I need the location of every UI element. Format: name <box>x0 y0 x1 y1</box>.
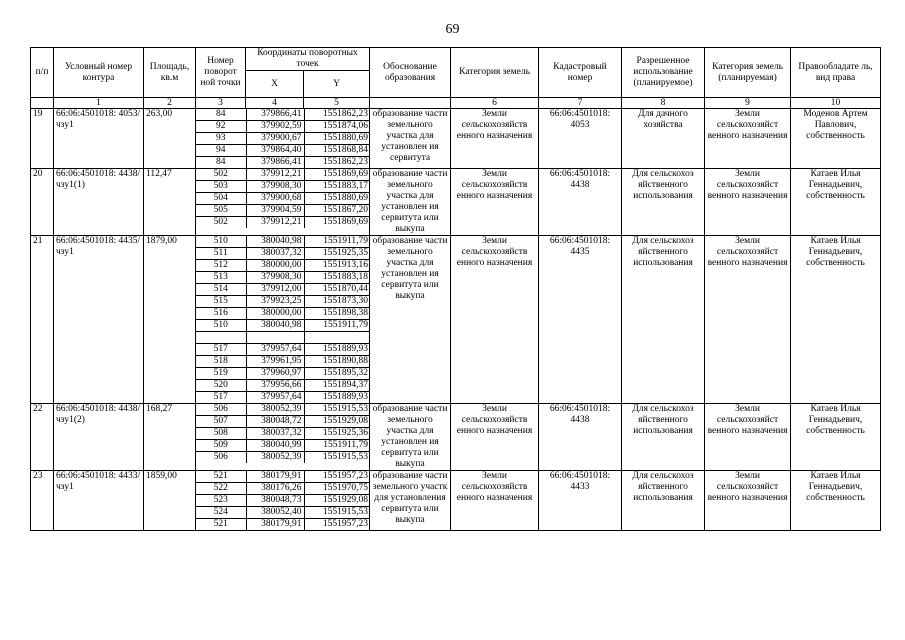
points-table <box>196 109 370 168</box>
point-number: 502 <box>196 217 246 229</box>
header-category-planned: Категория земель (планируемая) <box>705 48 791 98</box>
coord-y: 1551911,79 <box>304 440 370 452</box>
point-row <box>196 121 370 133</box>
header-owner: Правообладате ль, вид права <box>791 48 881 98</box>
page-number: 69 <box>445 22 460 37</box>
row-number: 23 <box>31 471 54 531</box>
point-number: 518 <box>196 356 246 368</box>
land-category: Земли сельскохозяйств енного назначения <box>451 471 539 531</box>
coord-x: 380048,73 <box>246 495 304 507</box>
coord-y <box>304 332 370 344</box>
column-number: 8 <box>622 98 705 109</box>
point-row <box>196 392 370 404</box>
point-number: 523 <box>196 495 246 507</box>
coord-y: 1551913,16 <box>304 260 370 272</box>
header-category: Категория земель <box>451 48 539 98</box>
points-table <box>196 169 370 228</box>
point-number <box>196 332 246 344</box>
point-row <box>196 236 370 248</box>
point-number: 93 <box>196 133 246 145</box>
point-number: 503 <box>196 181 246 193</box>
coord-x: 379900,67 <box>246 133 304 145</box>
permitted-use: Для сельскохоз яйственного использования <box>622 471 705 531</box>
coord-x: 380048,72 <box>246 416 304 428</box>
header-cadastral: Кадастровый номер <box>539 48 622 98</box>
table-row <box>31 471 881 531</box>
coord-x: 379904,59 <box>246 205 304 217</box>
coord-x: 380040,98 <box>246 236 304 248</box>
point-number: 521 <box>196 471 246 483</box>
coord-x: 380052,40 <box>246 507 304 519</box>
column-number: 4 <box>246 98 304 109</box>
point-row <box>196 133 370 145</box>
point-row <box>196 157 370 169</box>
header-x: X <box>246 71 304 98</box>
coord-y: 1551970,75 <box>304 483 370 495</box>
coord-y: 1551880,69 <box>304 133 370 145</box>
basis-text: образование части земельного участка для установлен ия сервитута или выкупа <box>370 404 451 471</box>
coord-x: 379957,64 <box>246 392 304 404</box>
point-number: 84 <box>196 109 246 121</box>
coord-y: 1551957,23 <box>304 471 370 483</box>
points-block <box>196 471 370 531</box>
point-row <box>196 296 370 308</box>
basis-text: образование части земельного участка для установлен ия сервитута <box>370 109 451 169</box>
point-number: 521 <box>196 519 246 531</box>
area-value: 263,00 <box>144 109 196 169</box>
point-row <box>196 495 370 507</box>
point-row <box>196 320 370 332</box>
point-row <box>196 332 370 344</box>
points-block <box>196 169 370 236</box>
cadastral-number: 66:06:4501018: 4053 <box>539 109 622 169</box>
point-number: 506 <box>196 404 246 416</box>
point-row <box>196 452 370 464</box>
coord-x: 380040,99 <box>246 440 304 452</box>
coord-y: 1551889,93 <box>322 392 368 402</box>
coord-x: 380179,91 <box>246 471 304 483</box>
permitted-use: Для сельскохоз яйственного использования <box>622 404 705 471</box>
coord-x: 379866,41 <box>246 157 304 169</box>
column-number: 7 <box>539 98 622 109</box>
point-number: 517 <box>196 344 246 356</box>
column-number: 9 <box>705 98 791 109</box>
point-row <box>196 109 370 121</box>
coord-x: 380052,39 <box>246 452 304 464</box>
point-row <box>196 380 370 392</box>
planned-category: Земли сельскохозяйст венного назначения <box>705 169 791 236</box>
land-parcels-table <box>30 47 881 531</box>
land-category: Земли сельскохозяйств енного назначения <box>451 404 539 471</box>
header-contour: Условный номер контура <box>54 48 144 98</box>
point-number: 522 <box>196 483 246 495</box>
coord-y: 1551895,32 <box>304 368 370 380</box>
header-y: Y <box>304 71 370 98</box>
coord-x: 380037,32 <box>246 248 304 260</box>
point-number: 510 <box>196 320 246 332</box>
column-number: 6 <box>451 98 539 109</box>
planned-category: Земли сельскохозяйст венного назначения <box>705 471 791 531</box>
point-row <box>196 471 370 483</box>
point-row <box>196 193 370 205</box>
table-row <box>31 169 881 236</box>
coord-x: 379912,21 <box>246 169 304 181</box>
coord-y: 1551915,53 <box>304 404 370 416</box>
points-table <box>196 236 370 403</box>
coord-y: 1551929,08 <box>304 416 370 428</box>
contour-number: 66:06:4501018: 4438/чзу1(1) <box>54 169 144 236</box>
permitted-use: Для дачного хозяйства <box>622 109 705 169</box>
coord-y: 1551957,23 <box>322 519 368 529</box>
coord-y: 1551890,88 <box>304 356 370 368</box>
permitted-use: Для сельскохоз яйственного использования <box>622 169 705 236</box>
point-number: 517 <box>196 392 246 404</box>
point-row <box>196 416 370 428</box>
point-number: 519 <box>196 368 246 380</box>
coord-y: 1551915,53 <box>304 507 370 519</box>
header-permitted: Разрешенное использование (планируемое) <box>622 48 705 98</box>
point-number: 513 <box>196 272 246 284</box>
basis-text: образование части земельного участка для установлен ия сервитута или выкупа <box>370 169 451 236</box>
coord-x: 380040,98 <box>246 320 304 332</box>
land-category: Земли сельскохозяйств енного назначения <box>451 169 539 236</box>
planned-category: Земли сельскохозяйст венного назначения <box>705 109 791 169</box>
contour-number: 66:06:4501018: 4053/чзу1 <box>54 109 144 169</box>
header-pp: п/п <box>31 48 54 98</box>
coord-y: 1551894,37 <box>304 380 370 392</box>
point-number: 94 <box>196 145 246 157</box>
points-block <box>196 236 370 404</box>
permitted-use: Для сельскохоз яйственного использования <box>622 236 705 404</box>
point-row <box>196 205 370 217</box>
table-row <box>31 236 881 404</box>
coord-y: 1551874,06 <box>304 121 370 133</box>
cadastral-number: 66:06:4501018: 4438 <box>539 169 622 236</box>
coord-y: 1551911,79 <box>304 236 370 248</box>
coord-x: 380176,26 <box>246 483 304 495</box>
point-row <box>196 344 370 356</box>
point-number: 524 <box>196 507 246 519</box>
cadastral-number: 66:06:4501018: 4438 <box>539 404 622 471</box>
basis-text: образование части земельного участка для установлен ия сервитута или выкупа <box>370 236 451 404</box>
point-row <box>196 404 370 416</box>
header-point: Номер поворот ной точки <box>196 48 246 98</box>
column-number: 5 <box>304 98 370 109</box>
point-row <box>196 368 370 380</box>
point-row <box>196 356 370 368</box>
coord-x: 380000,00 <box>246 308 304 320</box>
header-coords: Координаты поворотных точек <box>246 48 370 71</box>
point-number: 505 <box>196 205 246 217</box>
area-value: 168,27 <box>144 404 196 471</box>
point-row <box>196 272 370 284</box>
coord-y: 1551869,69 <box>322 217 368 227</box>
header-area: Площадь, кв.м <box>144 48 196 98</box>
coord-x: 380179,91 <box>246 519 304 531</box>
area-value: 1879,00 <box>144 236 196 404</box>
coord-x: 380052,39 <box>246 404 304 416</box>
point-row <box>196 308 370 320</box>
cadastral-number: 66:06:4501018: 4433 <box>539 471 622 531</box>
point-row <box>196 440 370 452</box>
coord-y: 1551925,36 <box>304 428 370 440</box>
coord-x: 379961,95 <box>246 356 304 368</box>
coord-y: 1551870,44 <box>304 284 370 296</box>
land-category: Земли сельскохозяйств енного назначения <box>451 236 539 404</box>
coord-y: 1551889,93 <box>304 344 370 356</box>
column-number: 10 <box>791 98 881 109</box>
coord-y: 1551862,23 <box>304 109 370 121</box>
point-number: 502 <box>196 169 246 181</box>
coord-x: 379923,25 <box>246 296 304 308</box>
coord-y: 1551883,18 <box>304 272 370 284</box>
owner-right: Моденов Артем Павлович, собственность <box>791 109 881 169</box>
point-row <box>196 483 370 495</box>
column-number: 3 <box>196 98 246 109</box>
point-number: 516 <box>196 308 246 320</box>
point-row <box>196 145 370 157</box>
area-value: 112,47 <box>144 169 196 236</box>
coord-x: 380037,32 <box>246 428 304 440</box>
coord-x: 379912,21 <box>246 217 304 229</box>
coord-x: 380000,00 <box>246 260 304 272</box>
planned-category: Земли сельскохозяйст венного назначения <box>705 236 791 404</box>
coord-x <box>246 332 304 344</box>
point-number: 511 <box>196 248 246 260</box>
point-number: 506 <box>196 452 246 464</box>
basis-text: образование части земельного участк для установления сервитута или выкупа <box>370 471 451 531</box>
coord-y: 1551873,30 <box>304 296 370 308</box>
area-value: 1859,00 <box>144 471 196 531</box>
coord-y: 1551911,79 <box>304 320 370 332</box>
coord-x: 379908,30 <box>246 272 304 284</box>
row-number: 22 <box>31 404 54 471</box>
coord-x: 379956,66 <box>246 380 304 392</box>
point-number: 510 <box>196 236 246 248</box>
coord-x: 379902,59 <box>246 121 304 133</box>
table-row <box>31 109 881 169</box>
point-number: 84 <box>196 157 246 169</box>
column-number: 2 <box>144 98 196 109</box>
coord-y: 1551880,69 <box>304 193 370 205</box>
point-row <box>196 260 370 272</box>
table-row <box>31 404 881 471</box>
point-row <box>196 428 370 440</box>
points-block <box>196 109 370 169</box>
coord-x: 379864,40 <box>246 145 304 157</box>
point-row <box>196 169 370 181</box>
coord-x: 379866,41 <box>246 109 304 121</box>
coord-x: 379957,64 <box>246 344 304 356</box>
contour-number: 66:06:4501018: 4435/чзу1 <box>54 236 144 404</box>
coord-x: 379960,97 <box>246 368 304 380</box>
points-block <box>196 404 370 471</box>
point-row <box>196 284 370 296</box>
point-row <box>196 519 370 531</box>
point-number: 512 <box>196 260 246 272</box>
point-row <box>196 217 370 229</box>
owner-right: Катаев Илья Геннадьевич, собственность <box>791 236 881 404</box>
owner-right: Катаев Илья Геннадьевич, собственность <box>791 471 881 531</box>
point-number: 515 <box>196 296 246 308</box>
point-number: 509 <box>196 440 246 452</box>
column-number: 1 <box>54 98 144 109</box>
coord-y: 1551883,17 <box>304 181 370 193</box>
coord-y: 1551915,53 <box>322 452 368 462</box>
coord-y: 1551929,08 <box>304 495 370 507</box>
point-number: 520 <box>196 380 246 392</box>
land-category: Земли сельскохозяйств енного назначения <box>451 109 539 169</box>
points-table <box>196 471 370 530</box>
contour-number: 66:06:4501018: 4438/чзу1(2) <box>54 404 144 471</box>
point-row <box>196 507 370 519</box>
coord-y: 1551898,38 <box>304 308 370 320</box>
coord-y: 1551868,84 <box>304 145 370 157</box>
point-number: 507 <box>196 416 246 428</box>
row-number: 20 <box>31 169 54 236</box>
header-basis: Обоснование образования <box>370 48 451 98</box>
owner-right: Катаев Илья Геннадьевич, собственность <box>791 404 881 471</box>
coord-y: 1551869,69 <box>304 169 370 181</box>
point-row <box>196 248 370 260</box>
point-number: 508 <box>196 428 246 440</box>
point-number: 92 <box>196 121 246 133</box>
coord-x: 379908,30 <box>246 181 304 193</box>
contour-number: 66:06:4501018: 4433/чзу1 <box>54 471 144 531</box>
points-table <box>196 404 370 463</box>
row-number: 19 <box>31 109 54 169</box>
cadastral-number: 66:06:4501018: 4435 <box>539 236 622 404</box>
coord-y: 1551925,35 <box>304 248 370 260</box>
point-number: 504 <box>196 193 246 205</box>
point-row <box>196 181 370 193</box>
coord-x: 379900,68 <box>246 193 304 205</box>
point-number: 514 <box>196 284 246 296</box>
coord-y: 1551867,20 <box>304 205 370 217</box>
coord-y: 1551862,23 <box>322 157 368 167</box>
row-number: 21 <box>31 236 54 404</box>
planned-category: Земли сельскохозяйст венного назначения <box>705 404 791 471</box>
owner-right: Катаев Илья Геннадьевич, собственность <box>791 169 881 236</box>
coord-x: 379912,00 <box>246 284 304 296</box>
